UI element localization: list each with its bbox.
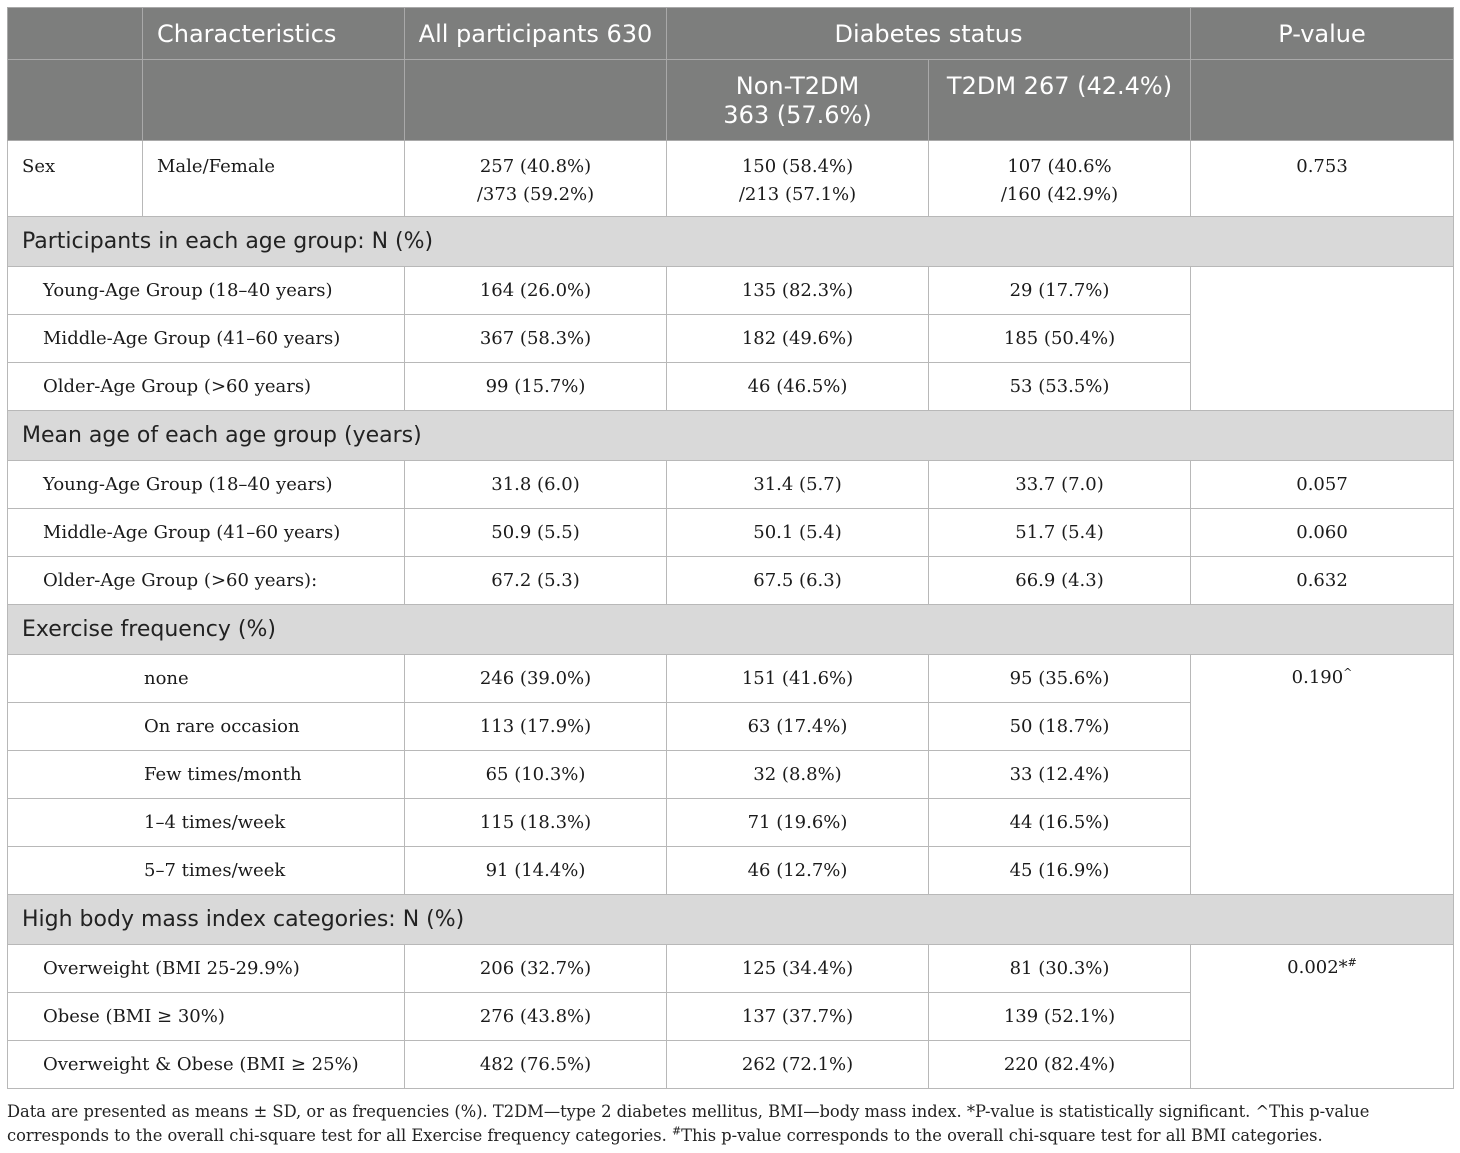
row-label: Middle-Age Group (41–60 years)	[8, 315, 405, 363]
cell-line: 107 (40.6%	[1007, 156, 1112, 177]
header-non-t2dm	[667, 60, 929, 141]
cell-t2dm: 29 (17.7%)	[929, 267, 1191, 315]
row-label: Few times/month	[8, 751, 405, 799]
table-row-sex	[8, 141, 1454, 217]
row-label: Young-Age Group (18–40 years)	[8, 267, 405, 315]
cell-non-t2dm: 46 (12.7%)	[667, 847, 929, 895]
cell-p-value: 0.632	[1191, 557, 1454, 605]
table-footnote	[7, 1100, 1453, 1148]
section-title: High body mass index categories: N (%)	[8, 895, 1454, 945]
cell-non-t2dm	[667, 141, 929, 217]
header-t2dm: T2DM 267 (42.4%)	[929, 60, 1191, 141]
cell-non-t2dm: 71 (19.6%)	[667, 799, 929, 847]
header-diabetes-status: Diabetes status	[667, 8, 1191, 60]
cell-p-value	[1191, 945, 1454, 1089]
cell-all: 113 (17.9%)	[405, 703, 667, 751]
table-row	[8, 557, 1454, 605]
cell-t2dm: 51.7 (5.4)	[929, 509, 1191, 557]
header-blank-cell	[1191, 60, 1454, 141]
row-label: Older-Age Group (>60 years)	[8, 363, 405, 411]
cell-t2dm: 53 (53.5%)	[929, 363, 1191, 411]
cell-t2dm: 95 (35.6%)	[929, 655, 1191, 703]
row-label: 1–4 times/week	[8, 799, 405, 847]
section-row-exercise	[8, 605, 1454, 655]
footnote-text: Data are presented as means ± SD, or as frequencies (%). T2DM—type 2 diabetes mellitus, BMI—body mass index. *P-value is statistically significant. ^This p-value corresponds to the overall chi-square test for all Exercise frequency categories.	[7, 1102, 1370, 1145]
cell-t2dm: 33 (12.4%)	[929, 751, 1191, 799]
cell-all: 91 (14.4%)	[405, 847, 667, 895]
row-label: Sex	[8, 141, 143, 217]
cell-line: /160 (42.9%)	[1000, 184, 1119, 205]
section-title: Participants in each age group: N (%)	[8, 217, 1454, 267]
row-label: Overweight & Obese (BMI ≥ 25%)	[8, 1041, 405, 1089]
cell-all: 67.2 (5.3)	[405, 557, 667, 605]
cell-all: 31.8 (6.0)	[405, 461, 667, 509]
cell-t2dm: 66.9 (4.3)	[929, 557, 1191, 605]
cell-non-t2dm: 67.5 (6.3)	[667, 557, 929, 605]
row-label: 5–7 times/week	[8, 847, 405, 895]
cell-all: 115 (18.3%)	[405, 799, 667, 847]
cell-non-t2dm: 46 (46.5%)	[667, 363, 929, 411]
cell-t2dm: 81 (30.3%)	[929, 945, 1191, 993]
row-label: Overweight (BMI 25-29.9%)	[8, 945, 405, 993]
footnote-marker: #	[671, 1124, 682, 1138]
row-label: On rare occasion	[8, 703, 405, 751]
header-blank-cell	[8, 8, 143, 60]
cell-line: /213 (57.1%)	[738, 184, 857, 205]
section-row-mean-age	[8, 411, 1454, 461]
cell-all: 206 (32.7%)	[405, 945, 667, 993]
cell-p-value	[1191, 267, 1454, 411]
p-value-marker: ^	[1343, 666, 1353, 679]
cell-p-value: 0.057	[1191, 461, 1454, 509]
row-label: Middle-Age Group (41–60 years)	[8, 509, 405, 557]
section-row-age-groups	[8, 217, 1454, 267]
cell-all: 65 (10.3%)	[405, 751, 667, 799]
cell-all: 276 (43.8%)	[405, 993, 667, 1041]
section-title: Exercise frequency (%)	[8, 605, 1454, 655]
characteristics-table	[7, 7, 1454, 1089]
header-row-1	[8, 8, 1454, 60]
cell-line: /373 (59.2%)	[476, 184, 595, 205]
header-non-t2dm-count: 363 (57.6%)	[723, 101, 872, 129]
cell-all: 99 (15.7%)	[405, 363, 667, 411]
header-blank-cell	[143, 60, 405, 141]
table-row	[8, 461, 1454, 509]
row-label: none	[8, 655, 405, 703]
cell-t2dm: 139 (52.1%)	[929, 993, 1191, 1041]
row-label: Older-Age Group (>60 years):	[8, 557, 405, 605]
header-non-t2dm-label: Non-T2DM	[735, 72, 860, 100]
cell-non-t2dm: 32 (8.8%)	[667, 751, 929, 799]
cell-t2dm: 185 (50.4%)	[929, 315, 1191, 363]
footnote-text: This p-value corresponds to the overall chi-square test for all BMI categories.	[681, 1126, 1323, 1145]
cell-p-value: 0.753	[1191, 141, 1454, 217]
row-label: Obese (BMI ≥ 30%)	[8, 993, 405, 1041]
cell-t2dm: 33.7 (7.0)	[929, 461, 1191, 509]
cell-all: 367 (58.3%)	[405, 315, 667, 363]
table-row	[8, 509, 1454, 557]
section-row-bmi	[8, 895, 1454, 945]
cell-p-value	[1191, 655, 1454, 895]
p-value-text: 0.002*	[1287, 957, 1348, 978]
header-characteristics: Characteristics	[143, 8, 405, 60]
cell-non-t2dm: 63 (17.4%)	[667, 703, 929, 751]
table-row	[8, 655, 1454, 703]
cell-non-t2dm: 262 (72.1%)	[667, 1041, 929, 1089]
row-label: Young-Age Group (18–40 years)	[8, 461, 405, 509]
cell-all: 482 (76.5%)	[405, 1041, 667, 1089]
p-value-text: 0.190	[1291, 667, 1344, 688]
cell-non-t2dm: 125 (34.4%)	[667, 945, 929, 993]
cell-non-t2dm: 135 (82.3%)	[667, 267, 929, 315]
cell-all: 246 (39.0%)	[405, 655, 667, 703]
cell-non-t2dm: 182 (49.6%)	[667, 315, 929, 363]
cell-all: 164 (26.0%)	[405, 267, 667, 315]
table-row	[8, 945, 1454, 993]
cell-p-value: 0.060	[1191, 509, 1454, 557]
header-blank-cell	[8, 60, 143, 141]
cell-non-t2dm: 137 (37.7%)	[667, 993, 929, 1041]
cell-line: 150 (58.4%)	[741, 156, 854, 177]
cell-t2dm: 50 (18.7%)	[929, 703, 1191, 751]
cell-non-t2dm: 31.4 (5.7)	[667, 461, 929, 509]
cell-line: 257 (40.8%)	[479, 156, 592, 177]
cell-t2dm: 45 (16.9%)	[929, 847, 1191, 895]
header-p-value: P-value	[1191, 8, 1454, 60]
cell-all: 50.9 (5.5)	[405, 509, 667, 557]
cell-non-t2dm: 50.1 (5.4)	[667, 509, 929, 557]
cell-t2dm: 220 (82.4%)	[929, 1041, 1191, 1089]
cell-non-t2dm: 151 (41.6%)	[667, 655, 929, 703]
table-row	[8, 267, 1454, 315]
table-container	[7, 7, 1453, 1089]
header-row-2	[8, 60, 1454, 141]
cell-all	[405, 141, 667, 217]
header-all-participants: All participants 630	[405, 8, 667, 60]
section-title: Mean age of each age group (years)	[8, 411, 1454, 461]
cell-t2dm: 44 (16.5%)	[929, 799, 1191, 847]
row-sublabel: Male/Female	[143, 141, 405, 217]
cell-t2dm	[929, 141, 1191, 217]
p-value-marker: #	[1347, 956, 1357, 969]
header-blank-cell	[405, 60, 667, 141]
